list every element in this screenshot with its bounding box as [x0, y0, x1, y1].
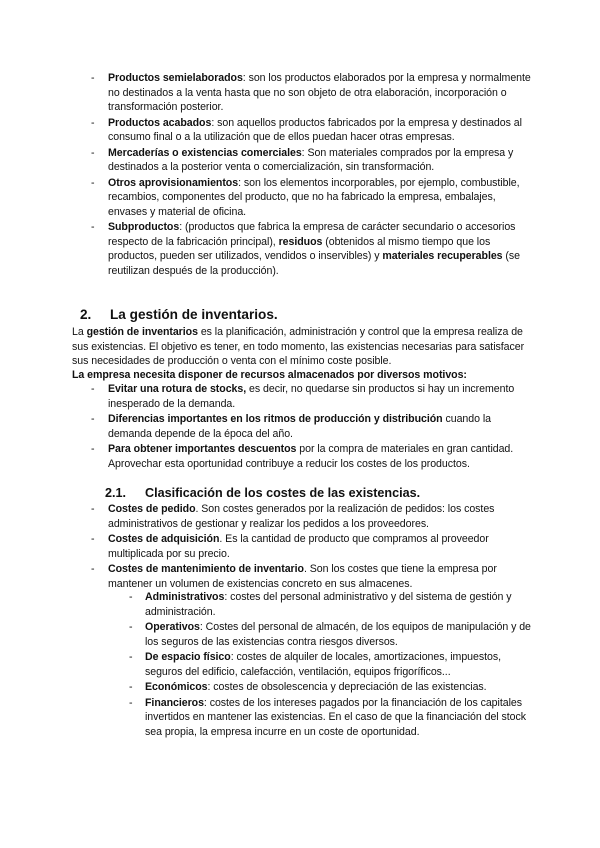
section-heading: 2. La gestión de inventarios. — [80, 307, 278, 322]
term: Subproductos — [108, 221, 180, 233]
list-item: - Productos acabados: son aquellos productos fabricados por la empresa y destinados al consumo final o a la utilización que de ellos puedan hacer otras empresas. — [91, 116, 522, 143]
costs-list — [91, 502, 533, 592]
list-item: - Administrativos: costes del personal administrativo y del sistema de gestión y administración. — [129, 591, 512, 618]
list-item: - Costes de mantenimiento de inventario. Son los costes que tiene la empresa por mantener un volumen de existencias concreto en sus almacenes. — [91, 563, 497, 590]
definition: : son los productos elaborados por la empresa y normalmente no destinados a la venta hasta que no son objeto de otra elaboración, incorporación o transformación posterior. — [108, 72, 531, 113]
list-item: - Productos semielaborados: son los productos elaborados por la empresa y normalmente no destinados a la venta hasta que no son objeto de otra elaboración, incorporación o transformación posterior. — [91, 72, 531, 113]
product-types-list — [91, 71, 533, 279]
list-item: - Mercaderías o existencias comerciales: Son materiales comprados por la empresa y destinados a la posterior venta o comercialización, sin transformación. — [91, 146, 514, 173]
definition: : son los elementos incorporables, por ejemplo, combustible, recambios, componentes del producto, que no ha fabricado la empresa, embalajes, envases y material de oficina. — [108, 176, 520, 218]
list-item: - Costes de adquisición. Es la cantidad de producto que compramos al proveedor multiplicada por su precio. — [91, 533, 489, 560]
list-item: - Subproductos: (productos que fabrica la empresa de carácter secundario o accesorios respecto de la fabricación principal), residuos (obtenidos al mismo tiempo que los productos, pueden ser utilizados, vendidos o inservibles) y materiales recuperables (se reutilizan después de la producción). — [91, 221, 520, 277]
term: Otros aprovisionamientos — [108, 176, 239, 189]
list-item: - Evitar una rotura de stocks, es decir, no quedarse sin productos si hay un incremento inesperado de la demanda. — [91, 383, 515, 410]
term: Productos semielaborados — [108, 72, 243, 84]
term: residuos — [278, 235, 323, 248]
list-item: - De espacio físico: costes de alquiler de locales, amortizaciones, impuestos, seguros del edificio, calefacción, ventilación, equipos frigoríficos... — [129, 651, 501, 678]
list-item: - Financieros: costes de los intereses pagados por la financiación de los capitales invertidos en mantener las existencias. En el caso de que la financiación del stock sea propia, la empresa incurre en un coste de oportunidad. — [129, 696, 526, 738]
term: materiales recuperables — [382, 250, 503, 262]
list-item: - Diferencias importantes en los ritmos de producción y distribución cuando la demanda depende de la época del año. — [91, 413, 491, 440]
list-item: - Otros aprovisionamientos: son los elementos incorporables, por ejemplo, combustible, recambios, componentes del producto, que no ha fabricado la empresa, embalajes, envases y material de oficina. — [91, 176, 520, 218]
motives-heading: La empresa necesita disponer de recursos almacenados por diversos motivos: — [72, 369, 467, 381]
intro-paragraph: La gestión de inventarios es la planificación, administración y control que la empresa realiza de sus existencias. El objetivo es tener, en todo momento, las existencias necesarias para satisfacer sus necesidades de producción o venta con el mínimo coste posible. — [72, 326, 525, 367]
list-item: - Costes de pedido. Son costes generados por la realización de pedidos: los costes administrativos de gestionar y realizar los pedidos a los proveedores. — [91, 503, 495, 530]
list-item: - Operativos: Costes del personal de almacén, de los equipos de manipulación y de los seguros de las existencias contra riesgos diversos. — [129, 621, 531, 648]
list-item: - Económicos: costes de obsolescencia y depreciación de las existencias. — [129, 681, 487, 693]
term: Mercaderías o existencias comerciales — [108, 146, 302, 159]
motives-list — [91, 382, 533, 472]
term: Productos acabados — [108, 116, 212, 129]
definition: : Son materiales comprados por la empresa y destinados a la posterior venta o comercialización, sin transformación. — [108, 146, 514, 173]
definition: : son aquellos productos fabricados por la empresa y destinados al consumo final o a la utilización que de ellos puedan hacer otras empresas. — [108, 116, 522, 143]
maintenance-costs-list — [129, 590, 533, 740]
subsection-heading: 2.1. Clasificación de los costes de las existencias. — [105, 486, 421, 500]
list-item: - Para obtener importantes descuentos por la compra de materiales en gran cantidad. Aprovechar esta oportunidad contribuye a reducir los costes de los productos. — [91, 443, 514, 470]
